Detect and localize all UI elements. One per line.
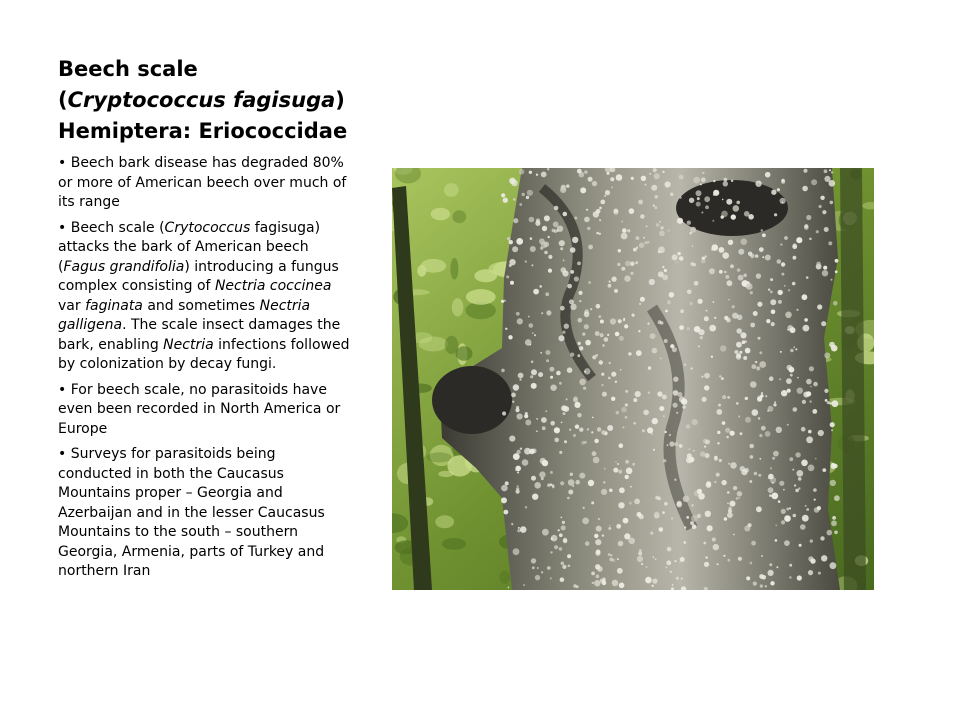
bullet-text: fagisuga) attacks the bark of American beech (: [58, 219, 321, 275]
bullet-list: [58, 154, 350, 588]
title-paren-close: ): [335, 88, 345, 112]
bullet-italic-text: Nectria coccinea: [214, 278, 332, 294]
beech-bark-image: [392, 168, 874, 590]
bullet-text: • Beech bark disease has degraded 80% or more of American beech over much of its range: [58, 155, 347, 210]
bullet-item: [58, 154, 350, 213]
beech-bark-photo: [392, 168, 874, 590]
bullet-text: infections followed by colonization by decay fungi.: [58, 336, 350, 372]
background-tree-right: [840, 168, 866, 590]
bullet-text: ) introducing a fungus complex consisting of: [58, 258, 339, 294]
bullet-italic-text: Fagus grandifolia: [63, 258, 185, 275]
title-scientific-name-italic: Cryptococcus fagisuga: [67, 88, 336, 112]
title-paren-open: (: [58, 88, 68, 112]
slide-title: [58, 54, 388, 147]
bullet-text: var: [58, 297, 86, 314]
bark-knot-left: [432, 366, 512, 434]
bullet-italic-text: Nectria galligena: [58, 297, 311, 333]
title-taxonomy: Hemiptera: Eriococcidae: [58, 119, 348, 143]
bullet-italic-text: faginata: [85, 297, 143, 314]
bullet-item: [58, 219, 350, 375]
bullet-item: [58, 445, 350, 582]
bullet-italic-text: Nectria: [163, 336, 214, 353]
title-common-name: Beech scale: [58, 57, 198, 81]
bullet-text: • Surveys for parasitoids being conducted in both the Caucasus Mountains proper – Georgia and Azerbaijan and in the lesser Caucasus Mountains to the south – southern Georgia, Armenia, parts of Turkey and northern Iran: [58, 446, 325, 579]
title-scientific-name: [58, 85, 388, 116]
bullet-text: • Beech scale (: [58, 219, 165, 236]
bullet-item: [58, 381, 350, 440]
bullet-text: . The scale insect damages the bark, enabling: [58, 317, 341, 353]
bullet-italic-text: Crytococcus: [164, 219, 251, 236]
bullet-text: • For beech scale, no parasitoids have even been recorded in North America or Europe: [58, 381, 341, 437]
bullet-text: and sometimes: [142, 297, 260, 314]
